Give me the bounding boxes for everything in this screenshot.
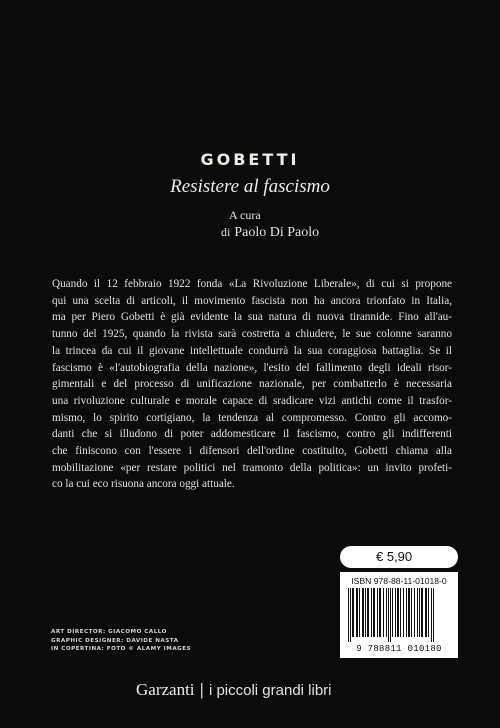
blurb-line: gimentali e del processo di unificazione nazionale, per combatterlo è necessaria — [52, 378, 452, 391]
blurb-line: Quando il 12 febbraio 1922 fonda «La Rivoluzione Liberale», di cui si propone — [52, 278, 452, 290]
publisher-brand: Garzanti — [136, 680, 195, 699]
publisher-logo — [136, 680, 332, 700]
barcode-icon — [346, 588, 452, 644]
barcode-digits: 9 788811 010180 — [356, 644, 442, 654]
publisher-separator: | — [199, 680, 204, 699]
blurb-line: ma per Piero Gobetti è già evidente la sua natura di nuova tirannide. Fino all'au- — [52, 311, 452, 324]
price-value: € 5,90 — [376, 549, 413, 564]
credit-cover-photo: IN COPERTINA: FOTO © ALAMY IMAGES — [51, 646, 192, 653]
blurb-line: fascismo è «l'autobiografia della nazione», l'esito del fallimento degli ideali risor- — [52, 361, 452, 374]
credit-graphic-designer: GRAPHIC DESIGNER: DAVIDE NASTA — [51, 637, 179, 644]
curator-prefix: A cura — [229, 208, 261, 222]
curator-line — [221, 225, 319, 241]
blurb-line: danti che si illudono di poter addomesticare il fascismo, contro gli indifferenti — [52, 428, 452, 441]
blurb-line: mismo, lo spirito cortigiano, la tendenza al compromesso. Contro gli accomo- — [52, 411, 452, 424]
blurb-text — [52, 276, 452, 493]
curator-name: Paolo Di Paolo — [234, 225, 320, 240]
blurb-line: una rivoluzione culturale e morale capace di sradicare vizi antichi come il trasfor- — [52, 394, 452, 407]
curator-di: di — [221, 225, 231, 239]
blurb-line: tunno del 1925, quando la rivista sarà costretta a chiudere, le sue colonne saranno — [52, 328, 452, 341]
isbn-text: ISBN 978-88-11-01018-0 — [351, 576, 447, 586]
blurb-line: mobilitazione «per restare politici nel tramonto della politica»: un invito profeti- — [52, 461, 452, 474]
book-title: Resistere al fascismo — [170, 176, 330, 197]
author-name: GOBETTI — [200, 150, 300, 169]
publisher-series: i piccoli grandi libri — [208, 682, 332, 699]
barcode-label — [340, 572, 458, 658]
blurb-line: che finiscono con l'essere i difensori dell'ordine costituito, Gobetti chiama alla — [52, 445, 452, 458]
blurb-line: qui una scelta di articoli, il movimento fascista non ha ancora trionfato in Italia, — [52, 294, 452, 307]
blurb-line: la trincea da cui il giovane intellettuale condurrà la sua coraggiosa battaglia. Se il — [52, 344, 452, 357]
blurb-line: co la cui eco risuona ancora oggi attuale. — [52, 478, 235, 491]
price-label — [340, 546, 458, 568]
credits-block — [51, 628, 191, 654]
credit-art-director: ART DIRECTOR: GIACOMO CALLO — [51, 629, 167, 635]
